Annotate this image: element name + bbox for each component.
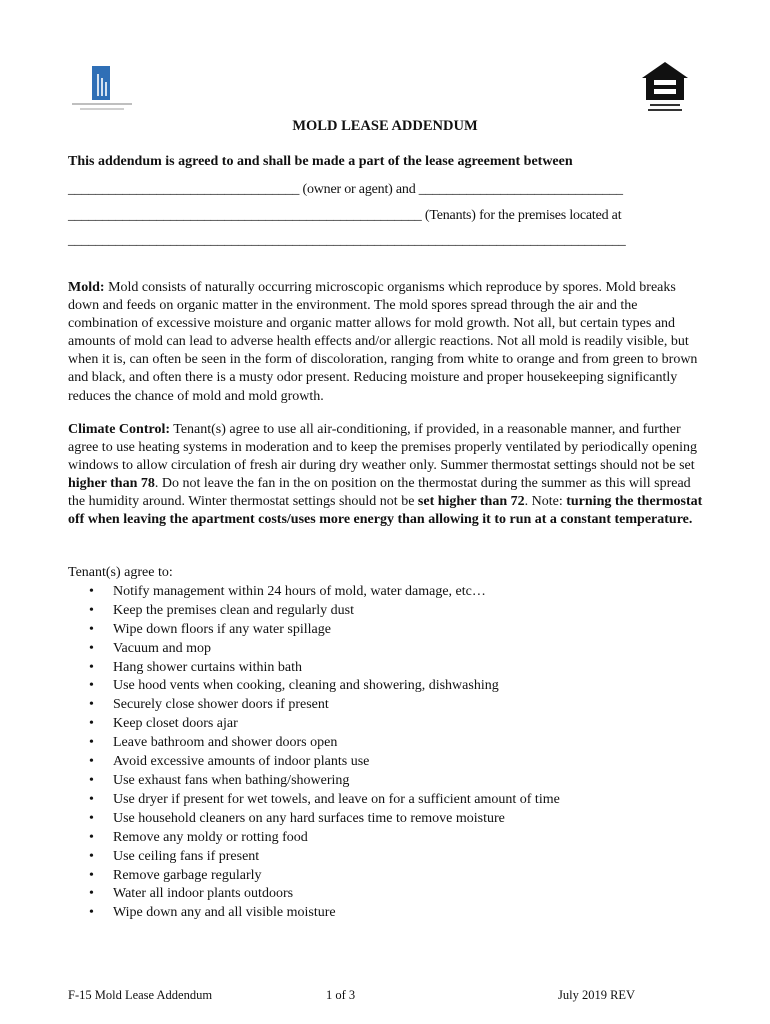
thermostat-note: turning the thermostat off when leaving the apartment costs/uses more energy than allowing it to run at a constant temperature. xyxy=(68,494,703,528)
mold-text: Mold consists of naturally occurring microscopic organisms which reproduce by spores. Mold breaks down and feeds on organic matter in the environment. The mold spores spread through the air and the combination of excessive moisture and organic matter allows for mold growth. Not all, but certain types and amounts of mold can lead to adverse health effects and/or allergic reactions. Not all mold is readily visible, but when it is, can often be seen in the form of discoloration, ranging from white to orange and from green to brown and black, and often there is a musty odor present. Reducing moisture and proper housekeeping significantly reduces the chance of mold and mold growth. xyxy=(68,280,698,404)
list-item xyxy=(89,659,708,678)
list-item-text: Wipe down any and all visible moisture xyxy=(113,905,336,921)
list-item xyxy=(89,677,708,696)
bullet-icon: • xyxy=(89,754,94,770)
mold-label: Mold: xyxy=(68,280,105,295)
climate-text-1: Tenant(s) agree to use all air-conditioning, if provided, in a reasonable manner, and further agree to use heating systems in moderation and to keep the premises properly ventilated by periodically opening windows to allow circulation of fresh air during dry weather only. Summer thermostat settings should not be set xyxy=(68,422,698,474)
premises-address-line: __________________________________________________________________________________ xyxy=(68,233,626,248)
list-item-text: Use household cleaners on any hard surfaces time to remove moisture xyxy=(113,810,505,826)
bullet-icon: • xyxy=(89,848,94,864)
owner-agent-line: __________________________________ (owner or agent) and ______________________________ xyxy=(68,182,623,197)
list-item xyxy=(89,753,708,772)
list-item-text: Leave bathroom and shower doors open xyxy=(113,735,338,751)
list-item-text: Wipe down floors if any water spillage xyxy=(113,621,331,637)
climate-text-3: . Note: xyxy=(524,494,567,510)
tenants-line: ____________________________________________________ (Tenants) for the premises located at xyxy=(68,208,622,223)
bullet-icon: • xyxy=(89,583,94,599)
bullet-icon: • xyxy=(89,886,94,902)
mold-paragraph xyxy=(68,279,708,406)
list-item xyxy=(89,791,708,810)
tenant-agree-heading: Tenant(s) agree to: xyxy=(68,565,173,580)
climate-text-2: . Do not leave the fan in the on position on the thermostat during the summer as this will spread the humidity around. Winter thermostat settings should not be xyxy=(68,476,691,510)
footer-form-id: F-15 Mold Lease Addendum xyxy=(68,988,213,1002)
list-item-text: Keep closet doors ajar xyxy=(113,716,238,732)
document-title: MOLD LEASE ADDENDUM xyxy=(292,118,478,134)
list-item xyxy=(89,772,708,791)
list-item-text: Avoid excessive amounts of indoor plants use xyxy=(113,754,370,770)
list-item xyxy=(89,829,708,848)
list-item xyxy=(89,696,708,715)
bullet-icon: • xyxy=(89,867,94,883)
bullet-icon: • xyxy=(89,905,94,921)
list-item-text: Remove garbage regularly xyxy=(113,867,262,883)
list-item xyxy=(89,583,708,602)
list-item xyxy=(89,640,708,659)
equal-housing-logo xyxy=(638,60,692,116)
company-logo xyxy=(70,66,134,112)
list-item xyxy=(89,715,708,734)
bullet-icon: • xyxy=(89,602,94,618)
bullet-icon: • xyxy=(89,735,94,751)
intro-text: This addendum is agreed to and shall be made a part of the lease agreement between xyxy=(68,154,573,169)
list-item-text: Notify management within 24 hours of mold, water damage, etc… xyxy=(113,583,486,599)
tenant-obligations xyxy=(68,564,708,923)
bullet-icon: • xyxy=(89,772,94,788)
footer-page-number: 1 of 3 xyxy=(326,988,356,1002)
bullet-icon: • xyxy=(89,810,94,826)
list-item xyxy=(89,848,708,867)
winter-setting: set higher than 72 xyxy=(417,494,525,510)
bullet-icon: • xyxy=(89,678,94,694)
list-item-text: Keep the premises clean and regularly dust xyxy=(113,602,355,618)
list-item xyxy=(89,904,708,923)
list-item-text: Use dryer if present for wet towels, and leave on for a sufficient amount of time xyxy=(113,791,560,807)
list-item-text: Hang shower curtains within bath xyxy=(113,659,302,675)
footer-revision: July 2019 REV xyxy=(558,988,636,1002)
list-item xyxy=(89,734,708,753)
list-item xyxy=(89,810,708,829)
list-item xyxy=(89,621,708,640)
list-item-text: Use ceiling fans if present xyxy=(113,848,260,864)
bullet-icon: • xyxy=(89,697,94,713)
list-item xyxy=(89,867,708,886)
bullet-icon: • xyxy=(89,716,94,732)
bullet-icon: • xyxy=(89,621,94,637)
bullet-icon: • xyxy=(89,659,94,675)
bullet-icon: • xyxy=(89,829,94,845)
list-item xyxy=(89,885,708,904)
list-item-text: Water all indoor plants outdoors xyxy=(113,886,294,902)
list-item-text: Use exhaust fans when bathing/showering xyxy=(113,772,350,788)
climate-label: Climate Control: xyxy=(68,422,170,437)
obligations-list xyxy=(68,583,708,923)
list-item-text: Securely close shower doors if present xyxy=(113,697,329,713)
summer-setting: higher than 78 xyxy=(68,476,155,492)
list-item-text: Remove any moldy or rotting food xyxy=(113,829,308,845)
list-item-text: Use hood vents when cooking, cleaning and showering, dishwashing xyxy=(113,678,499,694)
bullet-icon: • xyxy=(89,640,94,656)
list-item-text: Vacuum and mop xyxy=(113,640,211,656)
climate-control-paragraph xyxy=(68,421,708,530)
list-item xyxy=(89,602,708,621)
bullet-icon: • xyxy=(89,791,94,807)
